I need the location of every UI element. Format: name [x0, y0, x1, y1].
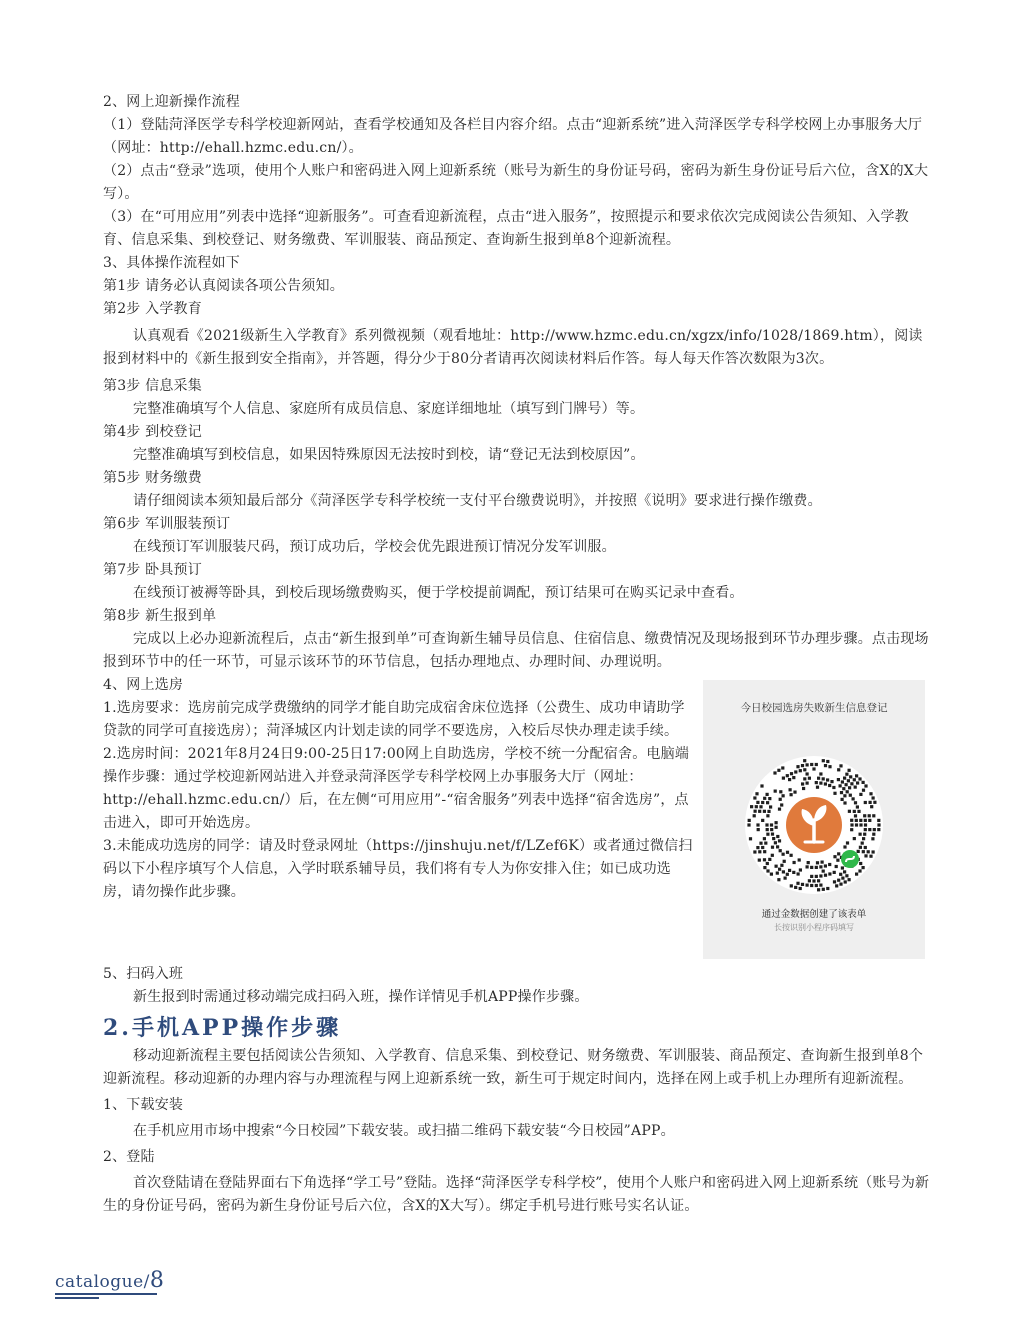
- document-body: [103, 91, 936, 1218]
- room-selection-item-2: 2.选房时间：2021年8月24日9:00-25日17:00网上自助选房，学校不统一分配宿舍。电脑端操作步骤：通过学校迎新网站进入并登录菏泽医学专科学校网上办事服务大厅（网址：http://ehall.hzmc.edu.cn/）后，在左侧“可用应用”-“宿舍服务”列表中选择“宿舍选房”，点击进入，即可开始选房。: [103, 746, 690, 831]
- mini-program-code-icon: [745, 756, 883, 894]
- app-section-intro: 移动迎新流程主要包括阅读公告须知、入学教育、信息采集、到校登记、财务缴费、军训服装、商品预定、查询新生报到单8个迎新流程。移动迎新的办理内容与办理流程与网上迎新系统一致，新生可于规定时间内，选择在网上或手机上办理所有迎新流程。: [103, 1048, 924, 1087]
- download-heading: 1、下载安装: [103, 1097, 184, 1113]
- qr-card-title: 今日校园选房失败新生信息登记: [740, 702, 888, 714]
- scan-class-heading: 5、扫码入班: [103, 966, 184, 982]
- step-3-body: 完整准确填写个人信息、家庭所有成员信息、家庭详细地址（填写到门牌号）等。: [133, 401, 645, 417]
- qr-card-footer: 通过金数据创建了该表单: [761, 909, 867, 920]
- login-body: 首次登陆请在登陆界面右下角选择“学工号”登陆。选择“菏泽医学专科学校”，使用个人账户和密码进入网上迎新系统（账号为新生的身份证号码，密码为新生身份证号后六位，含X的X大写）。绑定手机号进行账号实名认证。: [103, 1175, 930, 1214]
- page-footer: [55, 1268, 164, 1293]
- online-flow-step-3: （3）在“可用应用”列表中选择“迎新服务”。可查看迎新流程，点击“进入服务”，按照提示和要求依次完成阅读公告须知、入学教育、信息采集、到校登记、财务缴费、军训服装、商品预定、查询新生报到单8个迎新流程。: [103, 209, 909, 248]
- qr-card-hint: 长按识别小程序码填写: [774, 923, 854, 932]
- mini-program-qr-card: [703, 680, 925, 959]
- step-4-title: 第4步 到校登记: [103, 424, 202, 440]
- footer-rule: [55, 1293, 157, 1295]
- scan-class-body: 新生报到时需通过移动端完成扫码入班，操作详情见手机APP操作步骤。: [133, 989, 589, 1005]
- online-flow-step-1: （1）登陆菏泽医学专科学校迎新网站，查看学校通知及各栏目内容介绍。点击“迎新系统”进入菏泽医学专科学校网上办事服务大厅（网址：http://ehall.hzmc.edu.cn/）。: [103, 117, 923, 156]
- step-6-title: 第6步 军训服装预订: [103, 516, 231, 532]
- page-number: 8: [149, 1268, 165, 1293]
- download-body: 在手机应用市场中搜索“今日校园”下载安装。或扫描二维码下载安装“今日校园”APP。: [133, 1123, 675, 1139]
- step-1-title: 第1步 请务必认真阅读各项公告须知。: [103, 278, 344, 294]
- step-8-body: 完成以上必办迎新流程后，点击“新生报到单”可查询新生辅导员信息、住宿信息、缴费情况及现场报到环节办理步骤。点击现场报到环节中的任一环节，可显示该环节的环节信息，包括办理地点、办理时间、办理说明。: [103, 631, 929, 670]
- room-selection-text: [103, 674, 695, 904]
- room-selection-item-1: 1.选房要求：选房前完成学费缴纳的同学才能自助完成宿舍床位选择（公费生、成功申请助学贷款的同学可直接选房）；菏泽城区内计划走读的同学不要选房，入校后尽快办理走读手续。: [103, 700, 685, 739]
- online-flow-step-2: （2）点击“登录”选项，使用个人账户和密码进入网上迎新系统（账号为新生的身份证号码，密码为新生身份证号后六位，含X的X大写）。: [103, 163, 929, 202]
- room-selection-block: [103, 674, 936, 959]
- step-2-body: 认真观看《2021级新生入学教育》系列微视频（观看地址：http://www.hzmc.edu.cn/xgzx/info/1028/1869.htm），阅读报到材料中的《新生报到安全指南》，并答题，得分少于80分者请再次阅读材料后作答。每人每天作答次数限为3次。: [103, 328, 923, 367]
- step-3-title: 第3步 信息采集: [103, 378, 202, 394]
- mini-program-code[interactable]: [745, 756, 883, 894]
- footer-label: catalogue/: [55, 1272, 150, 1292]
- step-8-title: 第8步 新生报到单: [103, 608, 217, 624]
- step-5-body: 请仔细阅读本须知最后部分《菏泽医学专科学校统一支付平台缴费说明》，并按照《说明》要求进行操作缴费。: [133, 493, 822, 509]
- step-7-title: 第7步 卧具预订: [103, 562, 202, 578]
- app-section-title: 2.手机APP操作步骤: [103, 1015, 342, 1041]
- step-2-title: 第2步 入学教育: [103, 301, 202, 317]
- step-7-body: 在线预订被褥等卧具，到校后现场缴费购买，便于学校提前调配，预订结果可在购买记录中查看。: [133, 585, 744, 601]
- footer-rule-short: [55, 1297, 99, 1299]
- step-4-body: 完整准确填写到校信息，如果因特殊原因无法按时到校，请“登记无法到校原因”。: [133, 447, 645, 463]
- login-heading: 2、登陆: [103, 1149, 155, 1165]
- room-selection-heading: 4、网上选房: [103, 677, 184, 693]
- room-selection-item-3: 3.未能成功选房的同学：请及时登录网址（https://jinshuju.net/f/LZef6K）或者通过微信扫码以下小程序填写个人信息，入学时联系辅导员，我们将有专人为你安排入住；如已成功选房，请勿操作此步骤。: [103, 838, 693, 900]
- step-6-body: 在线预订军训服装尺码，预订成功后，学校会优先跟进预订情况分发军训服。: [133, 539, 616, 555]
- detailed-flow-heading: 3、具体操作流程如下: [103, 255, 240, 271]
- online-flow-heading: 2、网上迎新操作流程: [103, 94, 240, 110]
- step-5-title: 第5步 财务缴费: [103, 470, 202, 486]
